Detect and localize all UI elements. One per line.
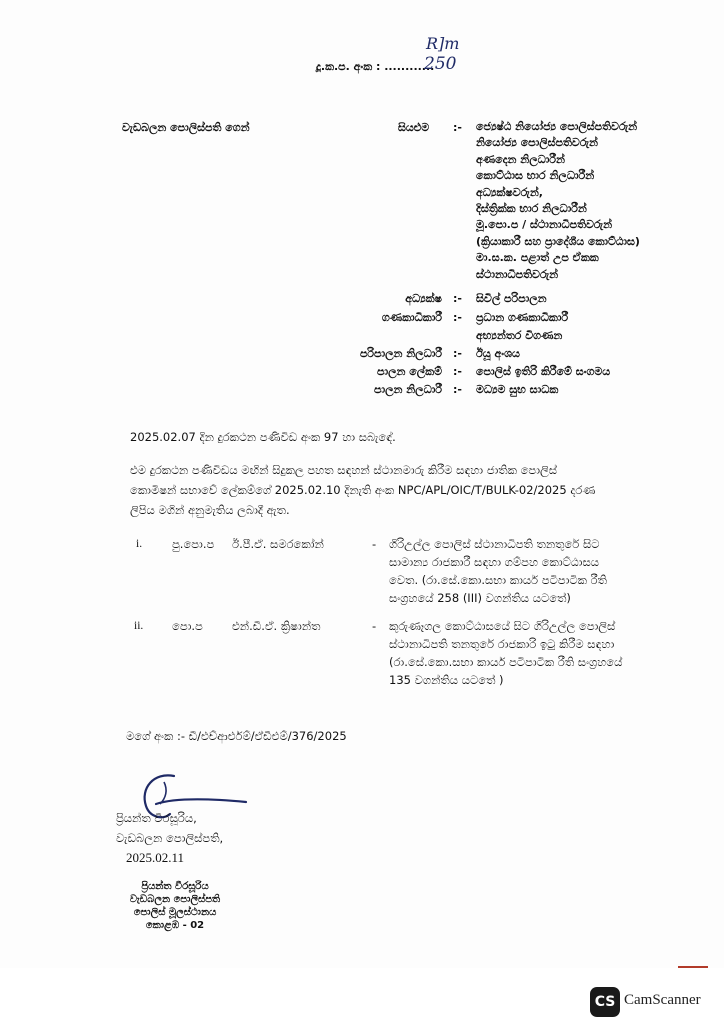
item-text-line: වෙත. (රා.සේ.කො.සභා කාර්ය පටිපාටික රීති — [389, 573, 607, 587]
copy-value: පොලිස් ඉතිරි කිරීමේ සංගමය — [476, 365, 611, 378]
copy-value: ප්‍රධාන ගණකාධිකාරී — [476, 311, 569, 324]
item-number: i. — [136, 538, 143, 550]
item-number: ii. — [134, 620, 144, 632]
recipient-line: (ක්‍රියාකාරී සහ ප්‍රාදේශීය කොට්ඨාස) — [476, 234, 640, 248]
copy-colon: :- — [453, 383, 462, 396]
handwritten-note: R]m — [426, 34, 460, 53]
recipient-line: අධ්‍යක්ෂවරුන්, — [476, 185, 543, 199]
copy-colon: :- — [453, 292, 462, 305]
recipient-line: මූ.පො.ප / ස්ථානාධිපතිවරුන් — [476, 218, 613, 232]
copy-colon: :- — [453, 311, 462, 324]
copy-value: මධ්‍යම සුභ සාධක — [476, 383, 559, 396]
official-stamp — [120, 880, 230, 932]
signatory-name: ප්‍රියන්ත වීරසූරිය, — [116, 811, 197, 825]
intro-line: ලිපිය මගින් අනුමැතිය ලබාදී ඇත. — [130, 503, 290, 517]
stamp-line: වැඩබලන පොලිස්පති — [129, 894, 221, 905]
item-text-line: සංග්‍රහයේ 258 (III) වගන්තිය යටතේ) — [389, 591, 571, 605]
recipient-line: නියෝජ්‍ය පොලිස්පතිවරුන් — [476, 136, 598, 150]
copy-label: පාලන නිලධාරී — [374, 383, 442, 396]
sender: වැඩබලන පොලිස්පති ගෙන් — [122, 121, 250, 134]
stamp-line: පොලිස් මූලස්ථානය — [133, 907, 217, 918]
copy-value: සිවිල් පරිපාලන — [476, 292, 547, 305]
ref-label: දූ.ක.ප. අංක : ............ — [316, 60, 435, 73]
copy-label: පරිපාලන නිලධාරී — [359, 347, 442, 360]
copy-label: පාලන ලේකම් — [377, 365, 442, 378]
recipient-line: අණදෙන නිලධාරීන් — [476, 152, 565, 166]
signature-date: 2025.02.11 — [126, 850, 185, 865]
recipient-line: දිස්ත්‍රික්ක භාර නිලධාරීන් — [476, 202, 587, 216]
copy-colon: :- — [453, 347, 462, 360]
copy-value: ඊයූ අංශය — [476, 347, 520, 360]
copy-value: අභ්‍යන්තර විගණන — [476, 329, 563, 342]
copy-label: අධ්‍යක්ෂ — [405, 292, 442, 305]
intro-line: කොමිෂන් සභාවේ ලේකම්ගේ 2025.02.10 දිනැති අංක NPC/APL/OIC/T/BULK-02/2025 දරණ — [130, 483, 596, 497]
recipient-line: ස්ථානාධිපතිවරුන් — [476, 267, 559, 281]
recipient-line: ජ්‍යෙෂ්ඨ නියෝජ්‍ය පොලිස්පතිවරුන් — [476, 120, 638, 133]
ref-number-handwritten: 250 — [424, 54, 457, 74]
item-text-line: 135 වගන්තිය යටතේ ) — [389, 673, 504, 687]
copy-colon: :- — [453, 365, 462, 378]
recipient-list — [476, 119, 640, 283]
item-text-line: ගිරිඋල්ල පොලිස් ස්ථානාධිපති තනතුරේ සිට — [389, 537, 600, 551]
to-label: සියළුම — [398, 121, 430, 134]
item-text-line: (රා.සේ.කො.සභා කාර්ය පටිපාටික රීති සංග්‍රහයේ — [389, 655, 623, 669]
item-rank: පො.ප — [172, 619, 203, 633]
copy-label: ගණකාධිකාරී — [381, 311, 442, 324]
my-reference: මගේ අංක :- ඩී/එච්ආර්එම්/ඒඩීඑම්/376/2025 — [126, 729, 347, 743]
reference-line: 2025.02.07 දින දුරකථන පණිවිඩ අංක 97 හා සබැඳේ. — [130, 430, 396, 444]
recipient-line: මා.ස.ක. පළාත් උප ඒකක — [476, 251, 599, 265]
item-name: එන්.ඩී.ඒ. ක්‍රිෂාන්ත — [232, 619, 321, 633]
camscanner-logo-icon: CS — [590, 987, 620, 1017]
stamp-line: කොළඹ - 02 — [145, 920, 205, 931]
recipient-line: කොට්ඨාස භාර නිලධාරීන් — [476, 169, 595, 183]
intro-line: එම දුරකථන පණිවිඩය මඟින් සිදුකල පහත සඳහන් ස්ථානමාරු කිරීම සඳහා ජාතික පොලිස් — [130, 463, 558, 477]
camscanner-label: CamScanner — [624, 992, 701, 1008]
item-dash: - — [372, 619, 377, 633]
item-text-line: ස්ථානාධිපති තනතුරේ රාජකාරි ඉටු කිරීම සඳහා — [389, 637, 615, 651]
signatory-title: වැඩබලන පොලිස්පති, — [116, 831, 224, 845]
stamp-line: ප්‍රියන්ත වීරසූරිය — [141, 881, 209, 892]
item-text-line: සාමාන්‍ය රාජකාරී සඳහා ගම්පහ කොට්ඨාසය — [389, 555, 599, 569]
to-colon: :- — [453, 121, 462, 134]
item-rank: පු.පො.ප — [172, 537, 215, 551]
item-name: ඊ.පී.ඒ. සමරකෝන් — [232, 537, 324, 551]
item-dash: - — [372, 537, 377, 551]
item-text-line: කුරුණෑගල කොට්ඨාසයේ සිට ගිරිඋල්ල පොලිස් — [389, 619, 616, 633]
